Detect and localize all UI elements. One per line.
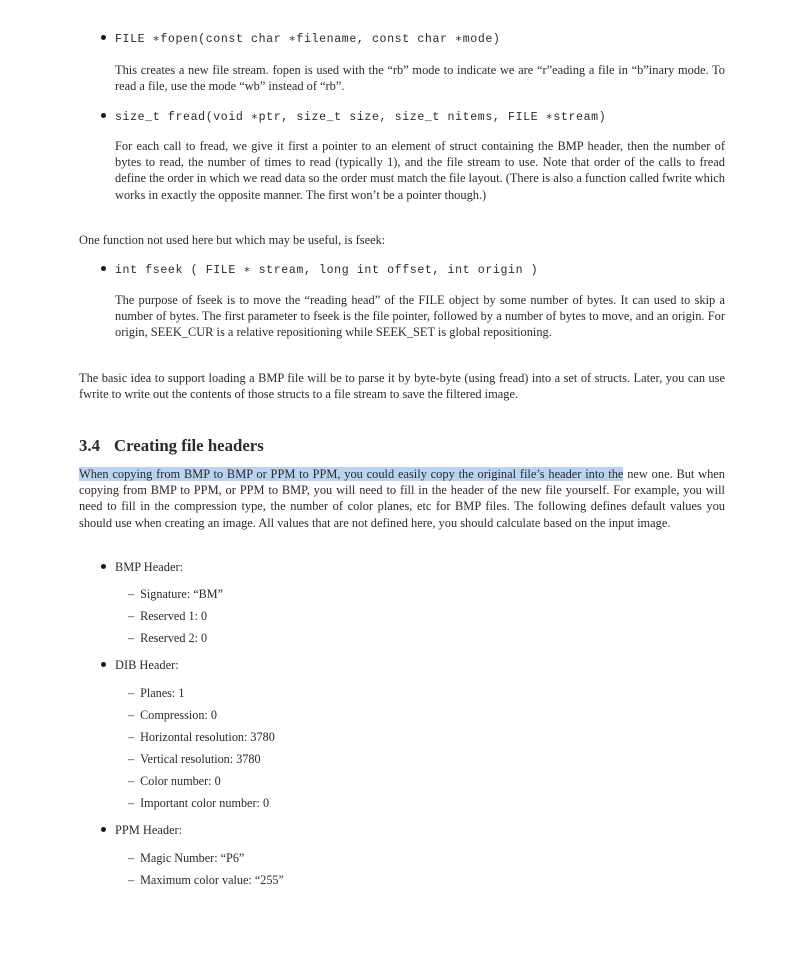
fopen-signature: FILE ∗fopen(const char ∗filename, const char ∗mode) (115, 33, 501, 46)
ppm-field: – Maximum color value: “255” (128, 873, 284, 887)
dib-field: – Planes: 1 (128, 686, 185, 700)
list-item-dib-header (101, 658, 179, 673)
section-number: 3.4 (79, 436, 100, 455)
bmp-header-label: BMP Header: (115, 560, 184, 574)
fseek-description: The purpose of fseek is to move the “reading head” of the FILE object by some number of bytes. It can used to skip a number of bytes. The first parameter to fseek is the file pointer, followed by a number of bytes to move, and an origin. For origin, SEEK_CUR is a relative repositioning while SEEK_SET is global repositioning. (115, 293, 725, 340)
basic-idea-paragraph: The basic idea to support loading a BMP file will be to parse it by byte-byte (using fread) into a set of structs. Later, you can use fwrite to write out the contents of those structs to a file stream to save the filtered image. (79, 371, 725, 402)
list-item (101, 31, 501, 46)
fread-signature: size_t fread(void ∗ptr, size_t size, size_t nitems, FILE ∗stream) (115, 111, 607, 124)
ppm-header-label: PPM Header: (115, 823, 183, 837)
dib-field: – Vertical resolution: 3780 (128, 752, 261, 766)
ppm-field: – Magic Number: “P6” (128, 851, 245, 865)
bullet-icon (101, 35, 106, 40)
section-heading (79, 436, 264, 456)
fseek-signature: int fseek ( FILE ∗ stream, long int offset, int origin ) (115, 264, 539, 277)
bullet-icon (101, 564, 106, 569)
bmp-field: – Reserved 2: 0 (128, 631, 208, 645)
bmp-field: – Signature: “BM” (128, 587, 224, 601)
dib-field: – Color number: 0 (128, 774, 221, 788)
dib-field: – Horizontal resolution: 3780 (128, 730, 275, 744)
list-item-ppm-header (101, 823, 182, 838)
fseek-intro: One function not used here but which may be useful, is fseek: (79, 233, 386, 247)
fopen-description: This creates a new file stream. fopen is used with the “rb” mode to indicate we are “r”eading a file in “b”inary mode. To read a file, use the mode “wb” instead of “rb”. (115, 63, 725, 94)
section-title: Creating file headers (113, 436, 264, 455)
bullet-icon (101, 266, 106, 271)
dib-header-label: DIB Header: (115, 658, 179, 672)
dib-field: – Compression: 0 (128, 708, 217, 722)
bullet-icon (101, 827, 106, 832)
list-item (101, 109, 606, 124)
dib-field: – Important color number: 0 (128, 796, 270, 810)
section-intro-paragraph (79, 466, 725, 531)
fread-description: For each call to fread, we give it first a pointer to an element of struct containing the BMP header, then the number of bytes to read, the number of times to read (typically 1), and the file stream to use. Note that order of the calls to fread define the order in which we read data so the order must match the file layout. (There is also a function called fwrite which works in exactly the opposite manner. The first won’t be a pointer though.) (115, 139, 725, 202)
list-item-bmp-header (101, 560, 183, 575)
bullet-icon (101, 113, 106, 118)
bullet-icon (101, 662, 106, 667)
bmp-field: – Reserved 1: 0 (128, 609, 208, 623)
list-item (101, 262, 538, 277)
highlighted-text[interactable]: When copying from BMP to BMP or PPM to PPM, you could easily copy the original file’s header into the (79, 467, 624, 481)
paragraph-text: new one. But when copying from BMP to PPM, or PPM to BMP, you will need to fill in the header of the new file yourself. For example, you will need to fill in the compression type, the number of color planes, etc for BMP files. The following defines default values you should use when creating an image. All values that are not defined here, you should calculate based on the input image. (79, 467, 725, 530)
